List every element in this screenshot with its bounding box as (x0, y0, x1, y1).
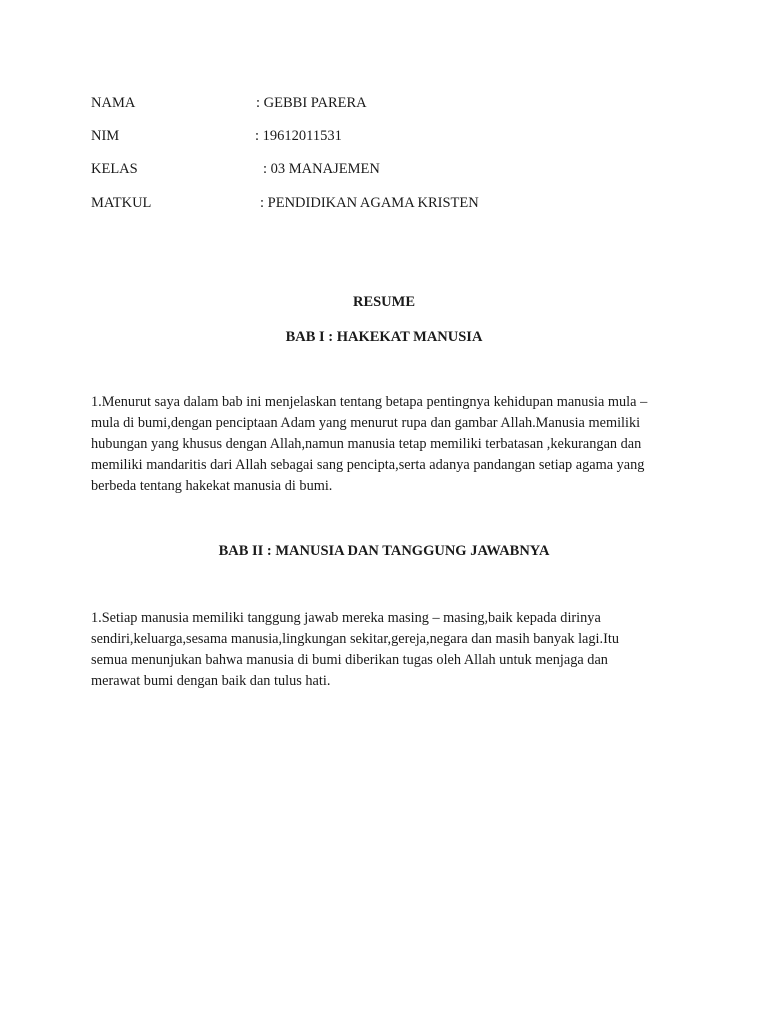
bab1-line: berbeda tentang hakekat manusia di bumi. (91, 478, 333, 494)
nama-label: NAMA (91, 95, 136, 111)
bab2-line: semua menunjukan bahwa manusia di bumi diberikan tugas oleh Allah untuk menjaga dan (91, 652, 608, 668)
matkul-label: MATKUL (91, 195, 152, 211)
bab2-title: BAB II : MANUSIA DAN TANGGUNG JAWABNYA (218, 543, 550, 559)
bab2-paragraph (91, 608, 671, 692)
nim-value: : 19612011531 (255, 128, 342, 144)
nama-value: : GEBBI PARERA (256, 95, 367, 111)
bab2-line: merawat bumi dengan baik dan tulus hati. (91, 673, 331, 689)
kelas-label: KELAS (91, 161, 138, 177)
bab1-line: memiliki mandaritis dari Allah sebagai sang pencipta,serta adanya pandangan setiap agama yang (91, 457, 645, 473)
bab2-line: sendiri,keluarga,sesama manusia,lingkungan sekitar,gereja,negara dan masih banyak lagi.Itu (91, 631, 619, 647)
info-row-matkul (91, 194, 479, 212)
info-row-kelas (91, 160, 380, 178)
bab1-line: mula di bumi,dengan penciptaan Adam yang menurut rupa dan gambar Allah.Manusia memiliki (91, 415, 641, 431)
bab1-line: hubungan yang khusus dengan Allah,namun manusia tetap memiliki terbatasan ,kekurangan dan (91, 436, 642, 452)
bab1-paragraph (91, 392, 671, 497)
nim-label: NIM (91, 128, 120, 144)
info-row-nama (91, 94, 367, 112)
bab2-line: 1.Setiap manusia memiliki tanggung jawab mereka masing – masing,baik kepada dirinya (91, 610, 601, 626)
bab1-line: 1.Menurut saya dalam bab ini menjelaskan tentang betapa pentingnya kehidupan manusia mula – (91, 394, 648, 410)
kelas-value: : 03 MANAJEMEN (263, 161, 380, 177)
bab1-title: BAB I : HAKEKAT MANUSIA (285, 329, 483, 345)
matkul-value: : PENDIDIKAN AGAMA KRISTEN (260, 195, 479, 211)
resume-title: RESUME (352, 294, 416, 310)
info-row-nim (91, 127, 342, 145)
